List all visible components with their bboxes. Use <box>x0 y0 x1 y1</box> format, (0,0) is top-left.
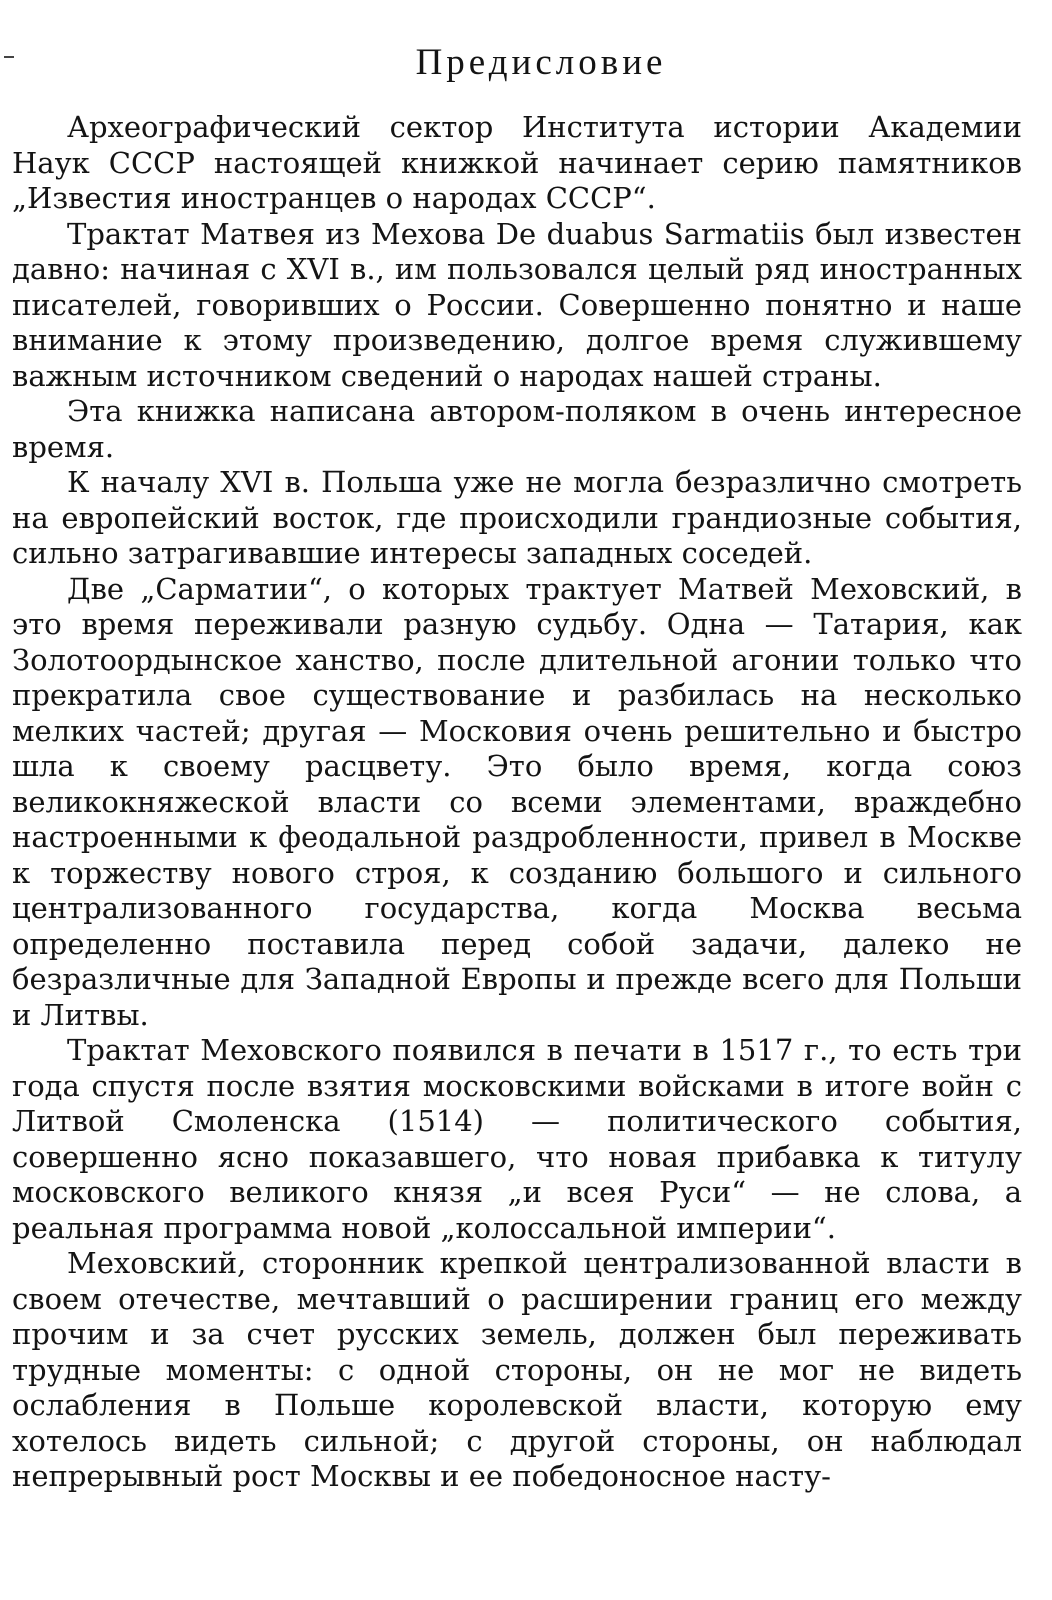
paragraph-3: Эта книжка написана автором-поляком в очень интересное время. <box>12 394 1022 464</box>
paragraph-7: Меховский, сторонник крепкой централизованной власти в своем отечестве, мечтавший о расширении границ его между прочим и за счет русских земель, должен был переживать трудные моменты: с одной стороны, он не мог не видеть ослабления в Польше королевской власти, которую ему хотелось видеть сильной; с другой стороны, он наблюдал непрерывный рост Москвы и ее победоносное насту- <box>12 1246 1022 1493</box>
preface-body <box>12 110 1022 1495</box>
paragraph-6: Трактат Меховского появился в печати в 1517 г., то есть три года спустя после взятия московскими войсками в итоге войн с Литвой Смоленска (1514) — политического события, совершенно ясно показавшего, что новая прибавка к титулу московского великого князя „и всея Руси“ — не слова, а реальная программа новой „колоссальной империи“. <box>12 1033 1022 1245</box>
paragraph-5: Две „Сарматии“, о которых трактует Матвей Меховский, в это время переживали разную судьбу. Одна — Татария, как Золотоордынское ханство, после длительной агонии только что прекратила свое существование и разбилась на несколько мелких частей; другая — Московия очень решительно и быстро шла к своему расцвету. Это было время, когда союз великокняжеской власти со всеми элементами, враждебно настроенными к феодальной раздробленности, привел в Москве к торжеству нового строя, к созданию большого и сильного централизованного государства, когда Москва весьма определенно поставила перед собой задачи, далеко не безразличные для Западной Европы и прежде всего для Польши и Литвы. <box>12 571 1022 1032</box>
paragraph-2: Трактат Матвея из Мехова De duabus Sarmatiis был известен давно: начиная с XVI в., им пользовался целый ряд иностранных писателей, говоривших о России. Совершенно понятно и наше внимание к этому произведению, долгое время служившему важным источником сведений о народах нашей страны. <box>12 216 1022 393</box>
paragraph-4: К началу XVI в. Польша уже не могла безразлично смотреть на европейский восток, где происходили грандиозные события, сильно затрагивавшие интересы западных соседей. <box>12 465 1022 570</box>
paragraph-1: Археографический сектор Института истории Академии Наук СССР настоящей книжкой начинает серию памятников „Известия иностранцев о народах СССР“. <box>12 110 1022 215</box>
page-title: Предисловие <box>415 42 667 83</box>
